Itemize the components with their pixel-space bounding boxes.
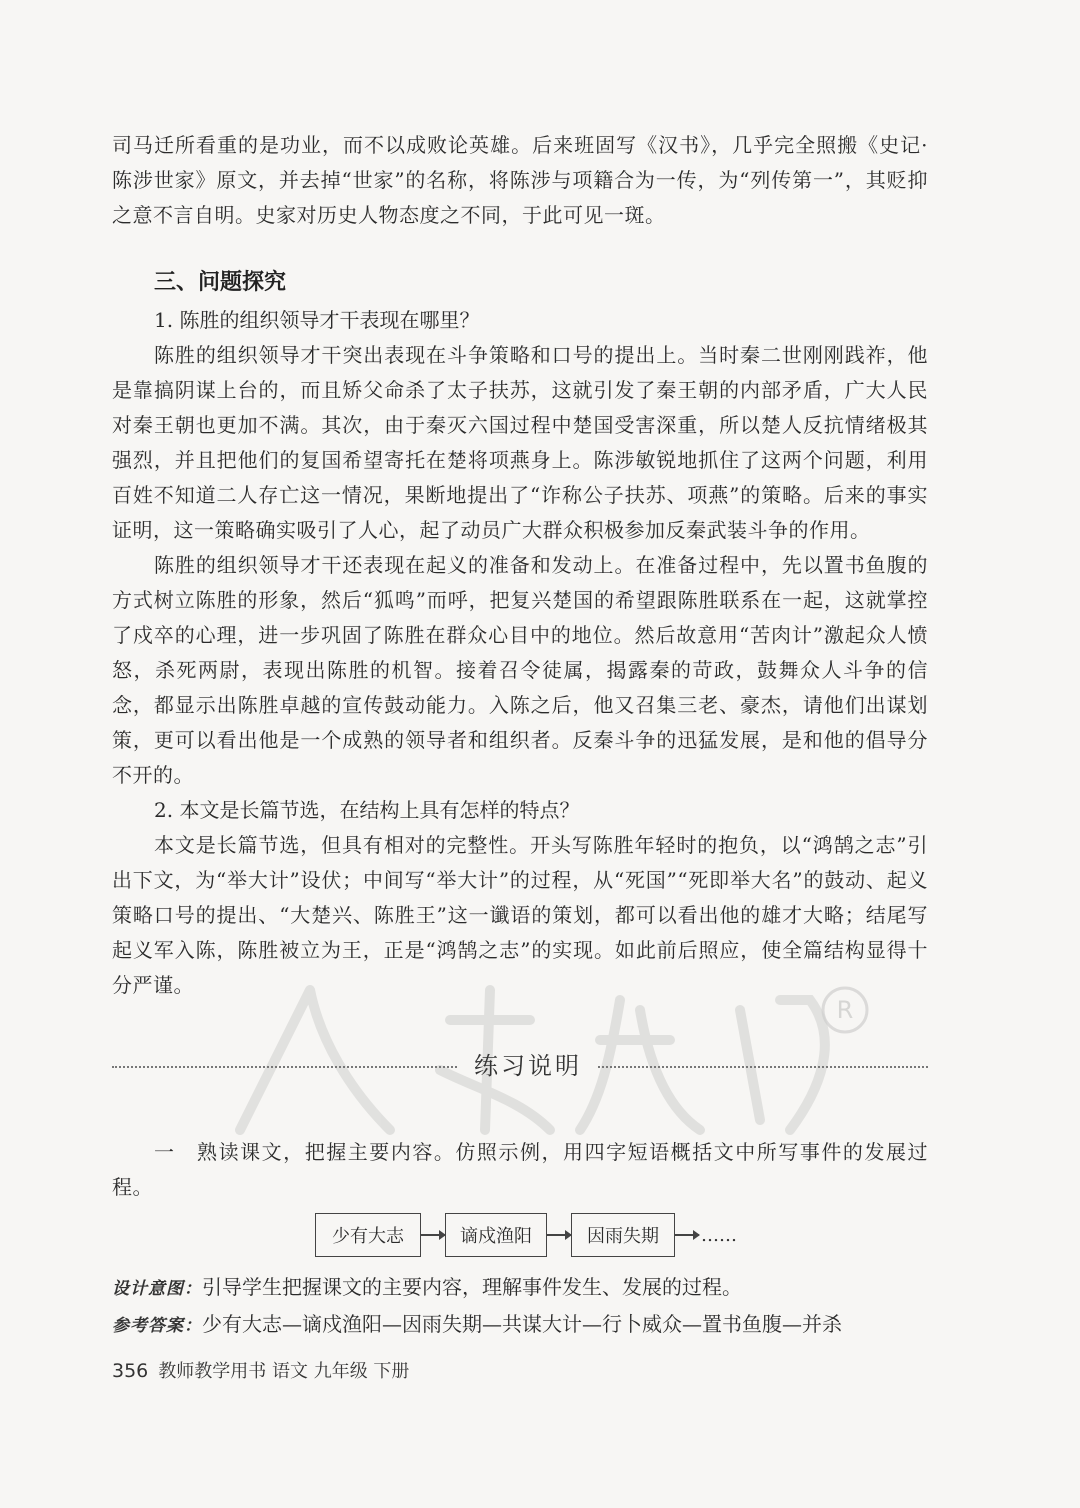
intro-paragraph: 司马迁所看重的是功业，而不以成败论英雄。后来班固写《汉书》，几乎完全照搬《史记·陈涉世家》原文，并去掉“世家”的名称，将陈涉与项籍合为一传，为“列传第一”，其贬抑之意不言自明。史家对历史人物态度之不同，于此可见一斑。 (112, 133, 928, 227)
reference-answer-line (112, 1307, 928, 1344)
event-flow-diagram (315, 1213, 737, 1257)
question-two: 2. 本文是长篇节选，在结构上具有怎样的特点？ (154, 798, 580, 822)
flow-step-1: 少有大志 (315, 1213, 421, 1257)
flow-step-2: 谪戍渔阳 (445, 1213, 547, 1257)
design-intent-line (112, 1270, 928, 1307)
dotted-rule-left (112, 1066, 457, 1068)
practice-section-divider (112, 1046, 928, 1086)
answer-one-paragraph-2: 陈胜的组织领导才干还表现在起义的准备和发动上。在准备过程中，先以置书鱼腹的方式树立陈胜的形象，然后“狐鸣”而呼，把复兴楚国的希望跟陈胜联系在一起，这就掌控了戍卒的心理，进一步巩固了陈胜在群众心目中的地位。然后故意用“苦肉计”激起众人愤怒，杀死两尉，表现出陈胜的机智。接着召令徒属，揭露秦的苛政，鼓舞众人斗争的信念，都显示出陈胜卓越的宣传鼓动能力。入陈之后，他又召集三老、豪杰，请他们出谋划策，更可以看出他是一个成熟的领导者和组织者。反秦斗争的迅猛发展，是和他的倡导分不开的。 (112, 553, 928, 787)
dotted-rule-right (598, 1066, 928, 1068)
page-footer (112, 1356, 409, 1387)
page-body (112, 128, 928, 1003)
design-intent-text: 引导学生把握课文的主要内容，理解事件发生、发展的过程。 (202, 1275, 742, 1299)
svg-text:R: R (836, 996, 854, 1024)
flow-ellipsis: …… (701, 1224, 737, 1246)
page-number: 356 (112, 1360, 149, 1382)
exercise-one-text: 一 熟读课文，把握主要内容。仿照示例，用四字短语概括文中所写事件的发展过程。 (112, 1140, 928, 1199)
question-one: 1. 陈胜的组织领导才干表现在哪里？ (154, 308, 480, 332)
design-intent-label: 设计意图： (112, 1279, 202, 1299)
reference-answer-label: 参考答案： (112, 1316, 202, 1336)
answer-two-paragraph: 本文是长篇节选，但具有相对的完整性。开头写陈胜年轻时的抱负，以“鸿鹄之志”引出下文，为“举大计”设伏；中间写“举大计”的过程，从“死国”“死即举大名”的鼓动、起义策略口号的提出、“大楚兴、陈胜王”这一谶语的策划，都可以看出他的雄才大略；结尾写起义军入陈，陈胜被立为王，正是“鸿鹄之志”的实现。如此前后照应，使全篇结构显得十分严谨。 (112, 833, 928, 997)
reference-answer-text: 少有大志—谪戍渔阳—因雨失期—共谋大计—行卜威众—置书鱼腹—并杀 (202, 1312, 842, 1336)
flow-arrow-3 (675, 1234, 699, 1236)
answer-one-paragraph-1: 陈胜的组织领导才干突出表现在斗争策略和口号的提出上。当时秦二世刚刚践祚，他是靠搞阴谋上台的，而且矫父命杀了太子扶苏，这就引发了秦王朝的内部矛盾，广大人民对秦王朝也更加不满。其次，由于秦灭六国过程中楚国受害深重，所以楚人反抗情绪极其强烈，并且把他们的复国希望寄托在楚将项燕身上。陈涉敏锐地抓住了这两个问题，利用百姓不知道二人存亡这一情况，果断地提出了“诈称公子扶苏、项燕”的策略。后来的事实证明，这一策略确实吸引了人心，起了动员广大群众积极参加反秦武装斗争的作用。 (112, 343, 928, 542)
section-heading: 三、问题探究 (154, 270, 287, 295)
flow-step-3: 因雨失期 (571, 1213, 675, 1257)
flow-arrow-1 (421, 1234, 445, 1236)
flow-arrow-2 (547, 1234, 571, 1236)
book-title: 教师教学用书 语文 九年级 下册 (158, 1361, 410, 1382)
practice-title: 练习说明 (474, 1052, 582, 1080)
exercise-one (112, 1135, 928, 1205)
exercise-notes (112, 1270, 928, 1344)
